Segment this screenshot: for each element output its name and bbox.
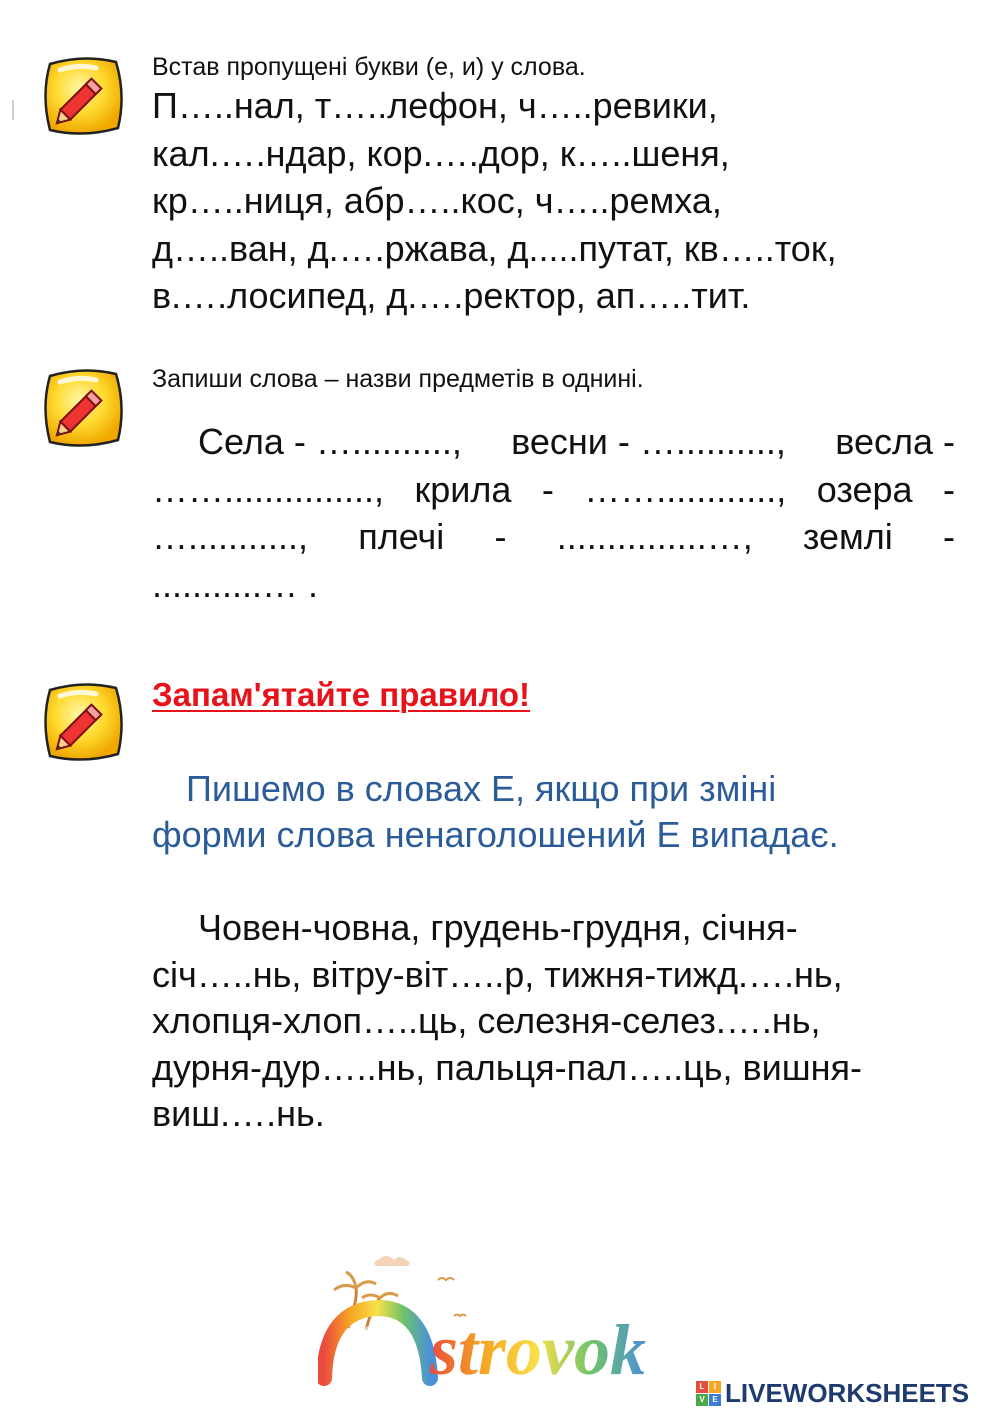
exercise2-item: землі	[802, 516, 893, 557]
exercise2-item: весни - …..........,	[511, 421, 786, 462]
pencil-icon	[38, 362, 128, 452]
exercise2-text	[152, 418, 955, 608]
exercise2-item: Села - …..........,	[198, 421, 462, 462]
rule-title: Запам'ятайте правило!	[152, 676, 531, 713]
pencil-icon	[38, 676, 128, 766]
exercise2-item: -	[942, 468, 955, 510]
ostrovok-logo	[318, 1250, 758, 1390]
exercise2-line	[152, 466, 955, 514]
exercise2-instruction: Запиши слова – назви предметів в однині.	[152, 365, 644, 393]
liveworksheets-logo-icon: L I V E	[696, 1381, 721, 1406]
exercise1-text	[152, 82, 837, 320]
exercise2-line	[152, 513, 955, 561]
exercise3-line: виш.….нь.	[152, 1093, 325, 1134]
rule-line: форми слова ненаголошений Е випадає.	[152, 814, 839, 855]
exercise1-line: кал.….ндар, кор.….дор, к…..шеня,	[152, 132, 730, 174]
exercise1-line: в.….лосипед, д.….ректор, ап…..тит.	[152, 275, 751, 316]
exercise2-item: озера	[816, 468, 913, 510]
exercise2-line: ...........… .	[152, 563, 319, 605]
exercise2-item: -	[494, 516, 507, 557]
exercise2-item: ……............,	[584, 468, 787, 510]
liveworksheets-brand	[696, 1378, 969, 1408]
exercise2-item: весла -	[835, 421, 955, 462]
exercise2-line	[152, 418, 955, 466]
exercise1-line: кр…..ниця, абр…..кос, ч…..ремха,	[152, 180, 722, 221]
exercise3-line: дурня-дур…..нь, пальця-пал…..ць, вишня-	[152, 1046, 863, 1088]
exercise3-line: хлопця-хлоп…..ць, селезня-селез.….нь,	[152, 1000, 821, 1041]
pencil-icon	[38, 50, 128, 140]
exercise1-instruction: Встав пропущені букви (е, и) у слова.	[152, 53, 586, 81]
exercise2-item: ……...............,	[152, 468, 385, 510]
exercise2-item: ...............…,	[556, 516, 753, 557]
exercise3-line: січ…..нь, вітру-віт…..р, тижня-тижд.….нь,	[152, 953, 843, 995]
logo-text: strovok	[430, 1310, 646, 1390]
exercise3-line: Човен-човна, грудень-грудня, січня-	[198, 907, 798, 948]
exercise2-item: -	[942, 516, 955, 557]
page-edge-mark	[12, 100, 14, 120]
exercise2-item: -	[541, 468, 554, 510]
exercise1-line: д…..ван, д.….ржава, д.....путат, кв…..ток,	[152, 227, 837, 269]
exercise1-line: П…..нал, т…..лефон, ч…..ревики,	[152, 85, 718, 126]
exercise2-item: плечі	[358, 516, 445, 557]
exercise2-item: крила	[414, 468, 512, 510]
rule-line: Пишемо в словах Е, якщо при зміні	[186, 768, 777, 809]
liveworksheets-text: LIVEWORKSHEETS	[725, 1377, 970, 1408]
rule-text	[152, 766, 839, 858]
exercise2-item: …...........,	[152, 516, 309, 557]
exercise3-text	[152, 905, 862, 1138]
